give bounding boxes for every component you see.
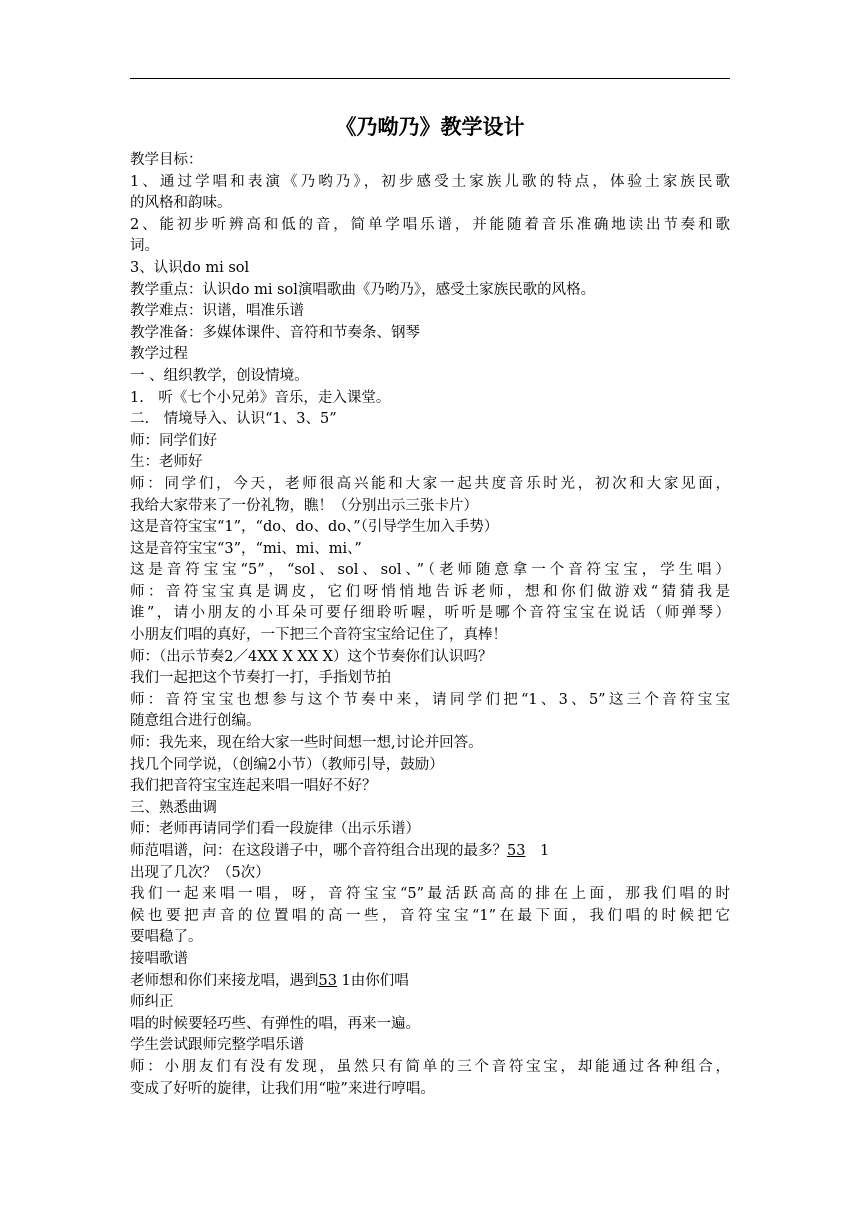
line-tail: 1 xyxy=(525,843,550,859)
text-line: 我给大家带来了一份礼物，瞧！（分别出示三张卡片） xyxy=(130,497,478,514)
text-line: 教学过程 xyxy=(130,346,188,363)
document-title: 《乃呦乃》教学设计 xyxy=(335,115,525,139)
text-line: 师：音符宝宝也想参与这个节奏中来，请同学们把“1、3、5”这三个音符宝宝 xyxy=(130,691,730,708)
text-line: 1、通过学唱和表演《乃哟乃》，初步感受土家族儿歌的特点，体验土家族民歌 xyxy=(130,173,730,190)
text-line: 候也要把声音的位置唱的高一些，音符宝宝“1”在最下面，我们唱的时候把它 xyxy=(130,907,730,924)
text-line: 这是音符宝宝“3”，“mi、mi、mi、” xyxy=(130,540,362,557)
text-line: 教学准备：多媒体课件、音符和节奏条、钢琴 xyxy=(130,324,420,341)
text-line: 生：老师好 xyxy=(130,454,203,471)
text-line: 接唱歌谱 xyxy=(130,950,188,967)
document-body xyxy=(130,150,730,1100)
text-line: 随意组合进行创编。 xyxy=(130,713,261,730)
text-line: 变成了好听的旋律，让我们用“啦”来进行哼唱。 xyxy=(130,1080,435,1097)
text-line: 这是音符宝宝“5”，“sol、sol、sol、”（老师随意拿一个音符宝宝，学生唱） xyxy=(130,562,730,579)
text-line: 我们把音符宝宝连起来唱一唱好不好？ xyxy=(130,778,377,795)
text-line: 教学重点：认识do mi sol演唱歌曲《乃哟乃》，感受土家族民歌的风格。 xyxy=(130,281,596,298)
text-line: 师：音符宝宝真是调皮，它们呀悄悄地告诉老师，想和你们做游戏“猜猜我是 xyxy=(130,583,730,600)
text-line: 教学目标： xyxy=(130,152,203,168)
text-line: 二. 情境导入、认识“1、3、5” xyxy=(130,411,337,428)
text-line: 师：（出示节奏2／4XX X XX X）这个节奏你们认识吗？ xyxy=(130,648,493,665)
header-rule xyxy=(130,78,730,79)
text-line: 师：我先来，现在给大家一些时间想一想,讨论并回答。 xyxy=(130,735,483,752)
text-line: 师：同学们好 xyxy=(130,432,217,449)
text-line: 学生尝试跟师完整学唱乐谱 xyxy=(130,1037,304,1054)
underlined-notes: 53 xyxy=(507,843,526,859)
text-line-fan-chang xyxy=(130,841,730,863)
text-line: 的风格和韵味。 xyxy=(130,195,232,212)
text-line: 3、认识do mi sol xyxy=(130,259,250,276)
text-line: 师：老师再请同学们看一段旋律（出示乐谱） xyxy=(130,821,420,838)
text-line: 我们一起把这个节奏打一打，手指划节拍 xyxy=(130,670,391,687)
text-line: 2、能初步听辨高和低的音，简单学唱乐谱，并能随着音乐准确地读出节奏和歌 xyxy=(130,216,730,233)
text-line: 唱的时候要轻巧些、有弹性的唱，再来一遍。 xyxy=(130,1015,420,1032)
line-text: 老师想和你们来接龙唱，遇到 xyxy=(130,972,319,989)
text-line: 我们一起来唱一唱，呀，音符宝宝“5”最活跃高高的排在上面，那我们唱的时 xyxy=(130,886,730,903)
text-line: 师纠正 xyxy=(130,994,174,1011)
text-line-jie-long xyxy=(130,971,730,993)
text-line: 1. 听《七个小兄弟》音乐，走入课堂。 xyxy=(130,389,391,406)
text-line: 要唱稳了。 xyxy=(130,929,203,946)
text-line: 这是音符宝宝“1”，“do、do、do、”（引导学生加入手势） xyxy=(130,519,499,536)
text-line: 师：同学们，今天，老师很高兴能和大家一起共度音乐时光，初次和大家见面， xyxy=(130,475,730,492)
text-line: 小朋友们唱的真好，一下把三个音符宝宝给记住了，真棒！ xyxy=(130,627,507,644)
text-line: 教学难点：识谱，唱准乐谱 xyxy=(130,303,304,320)
underlined-notes: 53 xyxy=(318,972,337,989)
text-line: 三、熟悉曲调 xyxy=(130,799,217,816)
text-line: 谁”，请小朋友的小耳朵可要仔细聆听喔，听听是哪个音符宝宝在说话（师弹琴） xyxy=(130,605,730,622)
text-line: 一 、组织教学，创设情境。 xyxy=(130,367,309,384)
text-line: 找几个同学说，（创编2小节）（教师引导，鼓励） xyxy=(130,756,444,773)
text-line: 出现了几次？（5次） xyxy=(130,864,270,881)
line-text: 师范唱谱，问：在这段谱子中，哪个音符组合出现的最多？ xyxy=(130,843,507,859)
line-tail: 1由你们唱 xyxy=(336,972,409,989)
text-line: 师：小朋友们有没有发现，虽然只有简单的三个音符宝宝，却能通过各种组合， xyxy=(130,1058,730,1075)
text-line: 词。 xyxy=(130,238,159,255)
